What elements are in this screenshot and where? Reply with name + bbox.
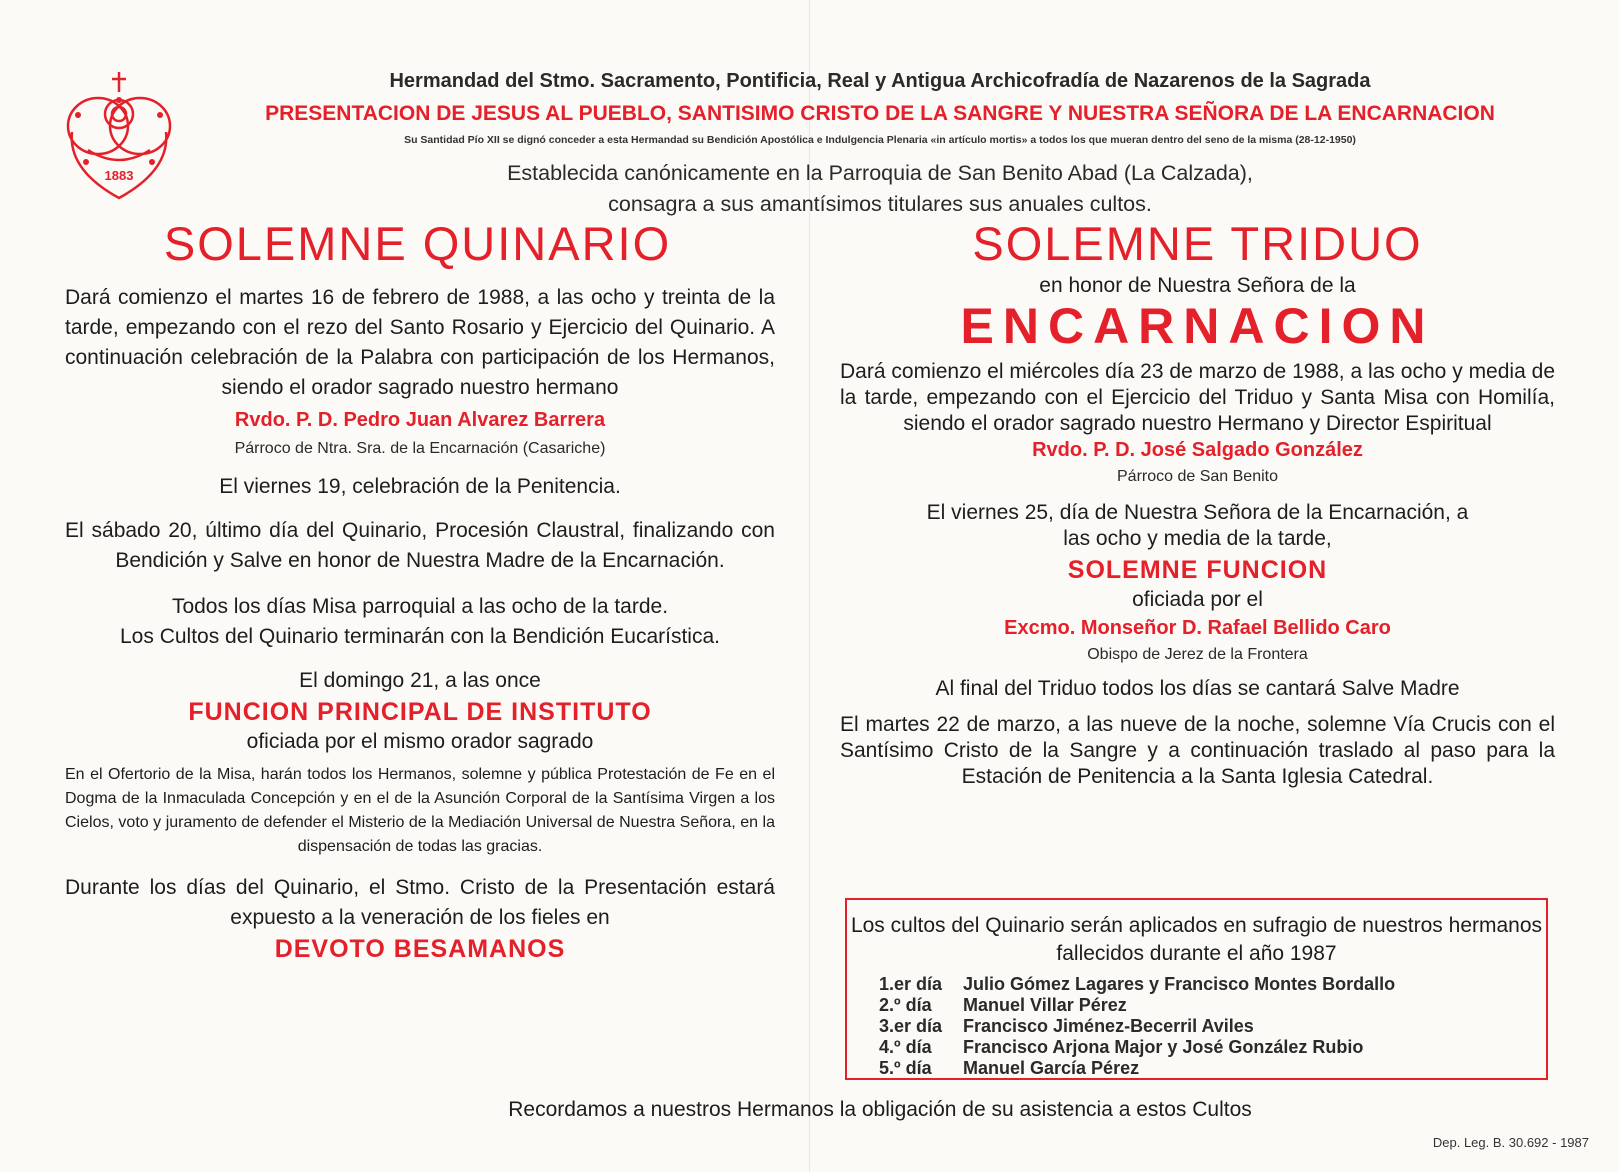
header-line-3: Su Santidad Pío XII se dignó conceder a esta Hermandad su Bendición Apostólica e Indulgencia Plenaria «in artículo mortis» a todos los que mueran dentro del seno de la misma (28-12-1950) [404,134,1356,146]
triduo-friday: El viernes 25, día de Nuestra Señora de la Encarnación, a las ocho y media de la tarde, [926,501,1469,550]
sufragio-list [879,974,1546,1079]
quinario-sunday: El domingo 21, a las once [299,669,541,692]
triduo-funcion-title: SOLEMNE FUNCION [1067,556,1328,584]
quinario-funcion-sub: oficiada por el mismo orador sagrado [246,730,594,753]
header-line-4a: Establecida canónicamente en la Parroquia de San Benito Abad (La Calzada), [507,161,1253,185]
list-item [879,1016,1546,1037]
triduo-salve: Al final del Triduo todos los días se cantará Salve Madre [935,677,1460,700]
triduo-bishop-role: Obispo de Jerez de la Frontera [1087,646,1308,663]
day-ordinal: 1.er día [879,974,943,994]
triduo-title: SOLEMNE TRIDUO [972,217,1423,270]
triduo-viacrucis: El martes 22 de marzo, a las nueve de la noche, solemne Vía Crucis con el Santísimo Cristo de la Sangre y a continuación traslado al paso para la Estación de Penitencia a la Santa Iglesia Catedral. [840,713,1555,788]
quinario-column [65,283,775,964]
sufragio-box [845,898,1548,1080]
triduo-bishop: Excmo. Monseñor D. Rafael Bellido Caro [1004,617,1391,639]
header-line-1: Hermandad del Stmo. Sacramento, Pontificia, Real y Antigua Archicofradía de Nazarenos de la Sagrada [389,70,1371,92]
list-item [879,1037,1546,1058]
day-ordinal: 4.º día [879,1037,932,1057]
quinario-daily-2: Los Cultos del Quinario terminarán con la Bendición Eucarística. [120,625,720,648]
emblem-year: 1883 [104,168,134,183]
quinario-saturday: El sábado 20, último día del Quinario, Procesión Claustral, finalizando con Bendición y Salve en honor de Nuestra Madre de la Encarnación. [65,519,775,572]
quinario-title: SOLEMNE QUINARIO [163,217,672,270]
day-names: Manuel Villar Pérez [963,995,1127,1015]
quinario-friday: El viernes 19, celebración de la Penitencia. [219,475,621,498]
triduo-honor: en honor de Nuestra Señora de la [1039,274,1356,297]
quinario-orator-role: Párroco de Ntra. Sra. de la Encarnación (Casariche) [234,440,606,457]
day-ordinal: 5.º día [879,1058,932,1078]
quinario-intro: Dará comienzo el martes 16 de febrero de 1988, a las ocho y treinta de la tarde, empezando con el rezo del Santo Rosario y Ejercicio del Quinario. A continuación celebración de la Palabra con participación de los Hermanos, siendo el orador sagrado nuestro hermano [65,286,775,399]
quinario-besamanos: DEVOTO BESAMANOS [274,935,566,963]
quinario-title-block [60,216,775,271]
footer-reminder: Recordamos a nuestros Hermanos la obligación de su asistencia a estos Cultos [508,1098,1252,1121]
triduo-encarnacion: ENCARNACION [960,298,1435,354]
sufragio-intro: Los cultos del Quinario serán aplicados en sufragio de nuestros hermanos fallecidos durante el año 1987 [850,914,1543,965]
list-item [879,974,1546,995]
day-ordinal: 3.er día [879,1016,943,1036]
header-line-4 [190,158,1570,220]
legal-deposit: Dep. Leg. B. 30.692 - 1987 [1432,1135,1589,1150]
day-ordinal: 2.º día [879,995,932,1015]
quinario-ofertorio: En el Ofertorio de la Misa, harán todos los Hermanos, solemne y pública Protestación de Fe en el Dogma de la Inmaculada Concepción y en el de la Asunción Corporal de la Santísima Virgen a los Cielos, voto y juramento de defender el Misterio de la Mediación Universal de Nuestra Señora, en la dispensación de todas las gracias. [65,766,775,855]
brotherhood-emblem [58,70,180,202]
day-names: Francisco Jiménez-Becerril Aviles [963,1016,1254,1036]
day-names: Julio Gómez Lagares y Francisco Montes Bordallo [963,974,1396,994]
day-names: Manuel García Pérez [963,1058,1140,1078]
header-line-2: PRESENTACION DE JESUS AL PUEBLO, SANTISIMO CRISTO DE LA SANGRE Y NUESTRA SEÑORA DE LA ENCARNACION [265,102,1495,125]
quinario-daily-1: Todos los días Misa parroquial a las ocho de la tarde. [171,595,669,618]
triduo-intro: Dará comienzo el miércoles día 23 de marzo de 1988, a las ocho y media de la tarde, empezando con el Ejercicio del Triduo y Santa Misa con Homilía, siendo el orador sagrado nuestro Hermano y Director Espiritual [840,360,1555,435]
triduo-column [840,216,1555,790]
triduo-orator: Rvdo. P. D. José Salgado González [1032,439,1363,461]
list-item [879,995,1546,1016]
quinario-orator: Rvdo. P. D. Pedro Juan Alvarez Barrera [234,409,606,431]
quinario-durante: Durante los días del Quinario, el Stmo. Cristo de la Presentación estará expuesto a la veneración de los fieles en [65,876,775,929]
header-line-4b: consagra a sus amantísimos titulares sus anuales cultos. [608,192,1152,216]
triduo-orator-role: Párroco de San Benito [1117,468,1278,485]
triduo-funcion-sub: oficiada por el [1132,588,1263,611]
quinario-funcion-title: FUNCION PRINCIPAL DE INSTITUTO [188,698,652,726]
list-item [879,1058,1546,1079]
day-names: Francisco Arjona Major y José González Rubio [963,1037,1364,1057]
